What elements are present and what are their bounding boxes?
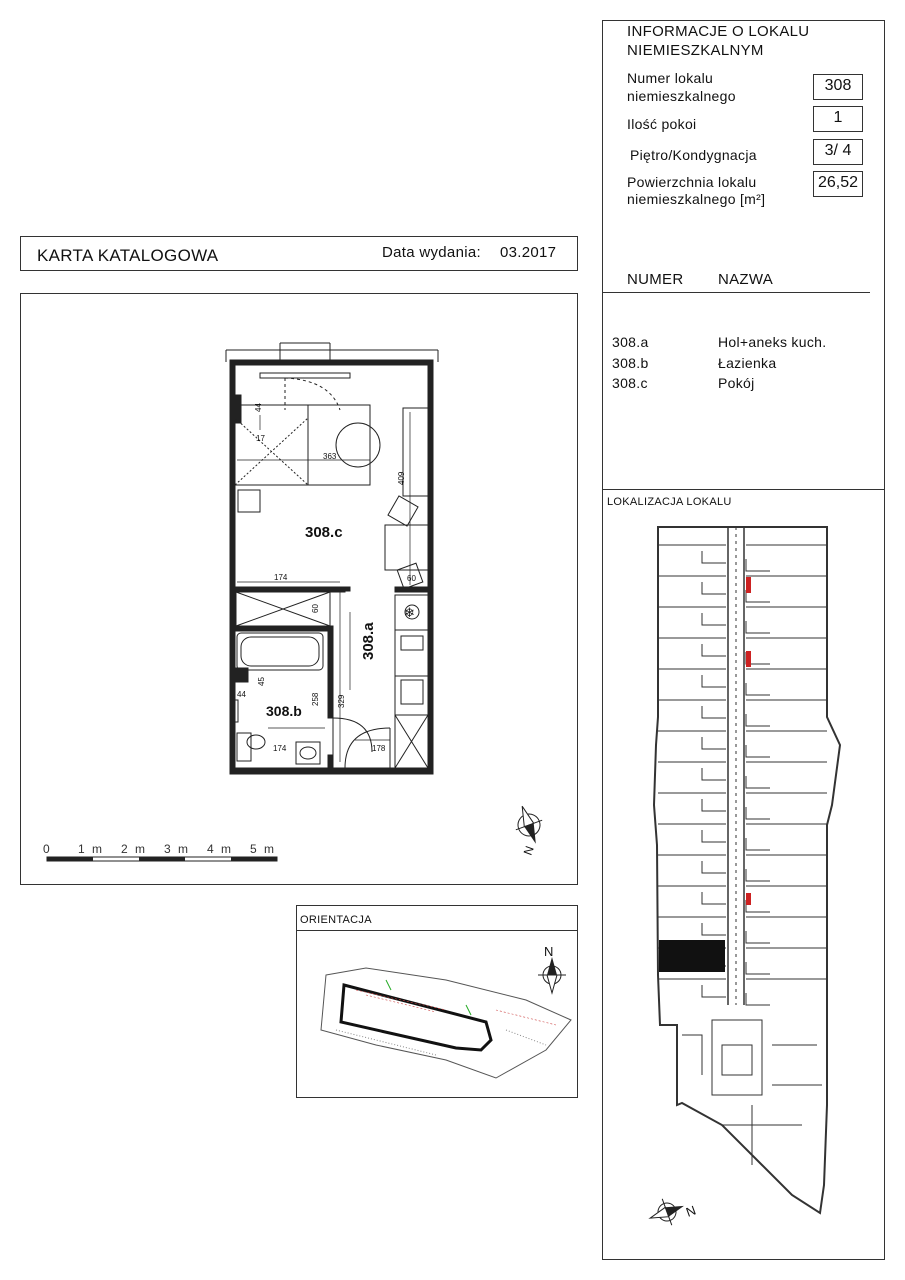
unit-bathroom-outline xyxy=(702,861,726,873)
col-header-numer: NUMER xyxy=(627,271,684,288)
unit-bathroom-outline xyxy=(702,582,726,594)
unit-bathroom-outline xyxy=(746,714,770,726)
info-title-line2: NIEMIESZKALNYM xyxy=(627,42,764,59)
plan-north-label: N xyxy=(520,844,537,858)
room-name-c: Pokój xyxy=(718,375,755,391)
orientation-map xyxy=(296,930,578,1098)
unit-bathroom-outline xyxy=(746,931,770,943)
location-north-arrow-icon xyxy=(645,1193,688,1232)
unit-bathroom-outline xyxy=(702,706,726,718)
location-map xyxy=(602,505,885,1245)
info-title-line1: INFORMACJE O LOKALU xyxy=(627,23,810,40)
unit-bathroom-outline xyxy=(746,838,770,850)
info-row-number-label1: Numer lokalu xyxy=(627,70,714,86)
dim-178: 178 xyxy=(372,744,386,753)
location-north-label: N xyxy=(683,1202,698,1220)
orientation-north-label: N xyxy=(544,944,554,959)
unit-bathroom-outline xyxy=(702,892,726,904)
unit-bathroom-outline xyxy=(702,768,726,780)
orientation-north-arrow-icon xyxy=(538,957,566,993)
info-row-floor-value: 3/ 4 xyxy=(813,139,863,165)
unit-bathroom-outline xyxy=(702,551,726,563)
dim-60-b: 60 xyxy=(407,574,416,583)
location-title: LOKALIZACJA LOKALU xyxy=(607,496,732,508)
dim-258: 258 xyxy=(311,692,320,706)
info-row-number-label2: niemieszkalnego xyxy=(627,88,736,104)
unit-bathroom-outline xyxy=(746,621,770,633)
dim-44-top: 44 xyxy=(254,403,263,412)
date-value: 03.2017 xyxy=(500,244,557,261)
wall-right xyxy=(428,364,433,774)
dim-363: 363 xyxy=(323,452,337,461)
unit-bathroom-outline xyxy=(746,776,770,788)
unit-bathroom-outline xyxy=(746,559,770,571)
plan-label-b: 308.b xyxy=(266,703,302,719)
unit-bathroom-outline xyxy=(702,737,726,749)
unit-bathroom-outline xyxy=(702,985,726,997)
dim-60-a: 60 xyxy=(311,604,320,613)
info-row-area-label1: Powierzchnia lokalu xyxy=(627,174,757,190)
info-row-rooms-label: Ilość pokoi xyxy=(627,116,697,132)
dim-174-top: 174 xyxy=(274,573,288,582)
dim-409: 409 xyxy=(397,471,406,485)
unit-bathroom-outline xyxy=(746,869,770,881)
date-label: Data wydania: xyxy=(382,244,481,261)
unit-bathroom-outline xyxy=(702,613,726,625)
dim-45: 45 xyxy=(257,677,266,686)
room-name-a: Hol+aneks kuch. xyxy=(718,334,827,350)
card-title: KARTA KATALOGOWA xyxy=(37,246,219,265)
snowflake-icon: ❄ xyxy=(404,605,415,620)
unit-bathroom-outline xyxy=(746,745,770,757)
dim-44-b: 44 xyxy=(237,690,246,699)
unit-bathroom-outline xyxy=(746,683,770,695)
dim-329: 329 xyxy=(337,694,346,708)
scale-bar xyxy=(47,857,277,861)
dim-17: 17 xyxy=(256,434,265,443)
scale-label-2: 2 m xyxy=(121,842,148,856)
unit-bathroom-outline xyxy=(746,962,770,974)
col-header-nazwa: NAZWA xyxy=(718,271,774,288)
info-row-floor-label: Piętro/Kondygnacja xyxy=(630,147,757,163)
info-row-area-label2: niemieszkalnego [m²] xyxy=(627,191,766,207)
unit-bathroom-outline xyxy=(746,993,770,1005)
wall-top xyxy=(230,360,433,365)
info-row-area-value: 26,52 xyxy=(813,171,863,197)
highlighted-unit xyxy=(659,940,725,972)
scale-label-1: 1 m xyxy=(78,842,105,856)
dim-174-b: 174 xyxy=(273,744,287,753)
unit-bathroom-outline xyxy=(702,644,726,656)
scale-label-5: 5 m xyxy=(250,842,277,856)
unit-bathroom-outline xyxy=(702,799,726,811)
info-row-rooms-value: 1 xyxy=(813,106,863,132)
unit-bathroom-outline xyxy=(702,675,726,687)
unit-bathroom-outline xyxy=(702,830,726,842)
scale-label-3: 3 m xyxy=(164,842,191,856)
room-number-a: 308.a xyxy=(612,334,649,350)
scale-label-0: 0 xyxy=(43,842,52,856)
orientation-title: ORIENTACJA xyxy=(300,914,372,926)
plan-north-arrow-icon xyxy=(509,801,549,848)
unit-bathroom-outline xyxy=(746,807,770,819)
room-number-c: 308.c xyxy=(612,375,648,391)
info-row-number-value: 308 xyxy=(813,74,863,100)
scale-label-4: 4 m xyxy=(207,842,234,856)
room-number-b: 308.b xyxy=(612,355,649,371)
unit-bathroom-outline xyxy=(702,923,726,935)
plan-label-a: 308.a xyxy=(360,622,377,660)
plan-label-c: 308.c xyxy=(305,524,343,541)
room-name-b: Łazienka xyxy=(718,355,777,371)
